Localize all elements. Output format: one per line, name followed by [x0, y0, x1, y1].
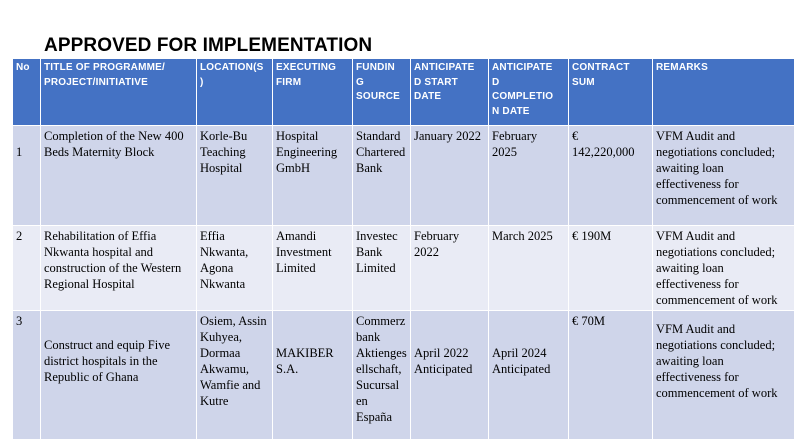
- start-date: April 2022 Anticipated: [411, 311, 489, 440]
- start-date: January 2022: [411, 126, 489, 226]
- row-number: 2: [13, 226, 41, 311]
- project-title: Construct and equip Five district hospitals in the Republic of Ghana: [41, 311, 197, 440]
- remarks: VFM Audit and negotiations concluded; awaiting loan effectiveness for commencement of work: [653, 126, 795, 226]
- contract-sum: € 190M: [569, 226, 653, 311]
- project-location: Korle-Bu Teaching Hospital: [197, 126, 273, 226]
- table-row: [13, 311, 795, 440]
- row-number: 1: [13, 126, 41, 226]
- completion-date: April 2024 Anticipated: [489, 311, 569, 440]
- header-remarks: REMARKS: [653, 59, 795, 126]
- contract-sum: € 70M: [569, 311, 653, 440]
- completion-date: March 2025: [489, 226, 569, 311]
- project-location: Effia Nkwanta, Agona Nkwanta: [197, 226, 273, 311]
- executing-firm: Amandi Investment Limited: [273, 226, 353, 311]
- project-title: Completion of the New 400 Beds Maternity Block: [41, 126, 197, 226]
- executing-firm: Hospital Engineering GmbH: [273, 126, 353, 226]
- header-no: No: [13, 59, 41, 126]
- header-contract-sum: CONTRACT SUM: [569, 59, 653, 126]
- remarks: VFM Audit and negotiations concluded; awaiting loan effectiveness for commencement of work: [653, 226, 795, 311]
- header-start-date: ANTICIPATE D START DATE: [411, 59, 489, 126]
- funding-source: Standard Chartered Bank: [353, 126, 411, 226]
- completion-date: February 2025: [489, 126, 569, 226]
- page-title: APPROVED FOR IMPLEMENTATION: [44, 35, 373, 56]
- header-location: LOCATION(S ): [197, 59, 273, 126]
- funding-source: Commerz bank Aktienges ellschaft, Sucursal en España: [353, 311, 411, 440]
- project-location: Osiem, Assin Kuhyea, Dormaa Akwamu, Wamfie and Kutre: [197, 311, 273, 440]
- header-title: TITLE OF PROGRAMME/ PROJECT/INITIATIVE: [41, 59, 197, 126]
- row-number: 3: [13, 311, 41, 440]
- project-title: Rehabilitation of Effia Nkwanta hospital and construction of the Western Regional Hospital: [41, 226, 197, 311]
- executing-firm: MAKIBER S.A.: [273, 311, 353, 440]
- funding-source: Investec Bank Limited: [353, 226, 411, 311]
- table-row: [13, 126, 795, 226]
- start-date: February 2022: [411, 226, 489, 311]
- table-row: [13, 226, 795, 311]
- table-header-row: [13, 59, 795, 126]
- header-completion-date: ANTICIPATE D COMPLETIO N DATE: [489, 59, 569, 126]
- remarks: VFM Audit and negotiations concluded; awaiting loan effectiveness for commencement of work: [653, 311, 795, 440]
- header-executing-firm: EXECUTING FIRM: [273, 59, 353, 126]
- header-funding-source: FUNDIN G SOURCE: [353, 59, 411, 126]
- contract-sum: € 142,220,000: [569, 126, 653, 226]
- projects-table: [12, 58, 795, 440]
